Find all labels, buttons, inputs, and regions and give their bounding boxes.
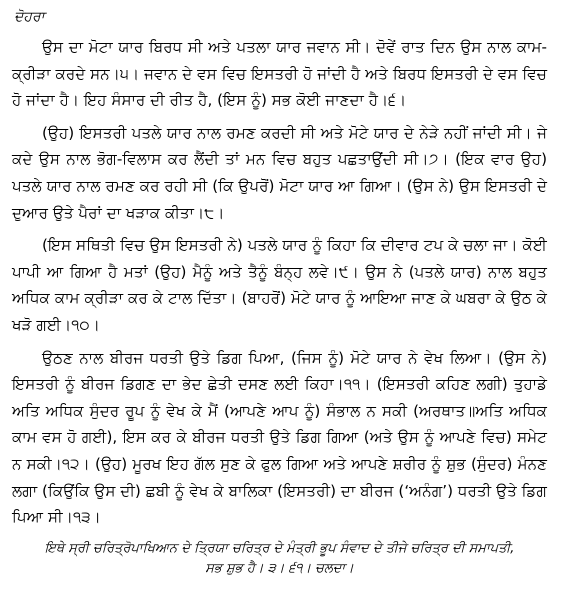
paragraph-1: ਉਸ ਦਾ ਮੋਟਾ ਯਾਰ ਬਿਰਧ ਸੀ ਅਤੇ ਪਤਲਾ ਯਾਰ ਜਵਾਨ ਸੀ। ਦੋਵੇਂ ਰਾਤ ਦਿਨ ਉਸ ਨਾਲ ਕਾਮ-ਕ੍ਰੀੜਾ ਕਰਦੇ ਸਨ।੫। ਜਵਾਨ ਦੇ ਵਸ ਵਿਚ ਇਸਤਰੀ ਹੋ ਜਾਂਦੀ ਹੈ ਅਤੇ ਬਿਰਧ ਇਸਤਰੀ ਦੇ ਵਸ ਵਿਚ ਹੋ ਜਾਂਦਾ ਹੈ। ਇਹ ਸੰਸਾਰ ਦੀ ਰੀਤ ਹੈ, (ਇਸ ਨੂੰ) ਸਭ ਕੋਈ ਜਾਣਦਾ ਹੈ।੬। — [12, 38, 547, 110]
section-heading: ਦੋਹਰਾ — [14, 9, 45, 25]
paragraph-2: (ਉਹ) ਇਸਤਰੀ ਪਤਲੇ ਯਾਰ ਨਾਲ ਰਮਣ ਕਰਦੀ ਸੀ ਅਤੇ ਮੋਟੇ ਯਾਰ ਦੇ ਨੇੜੇ ਨਹੀਂ ਜਾਂਦੀ ਸੀ। ਜੇ ਕਦੇ ਉਸ ਨਾਲ ਭੋਗ-ਵਿਲਾਸ ਕਰ ਲੈਂਦੀ ਤਾਂ ਮਨ ਵਿਚ ਬਹੁਤ ਪਛਤਾਉਂਦੀ ਸੀ।੭। (ਇਕ ਵਾਰ ਉਹ) ਪਤਲੇ ਯਾਰ ਨਾਲ ਰਮਣ ਕਰ ਰਹੀ ਸੀ (ਕਿ ਉਪਰੋਂ) ਮੋਟਾ ਯਾਰ ਆ ਗਿਆ। (ਉਸ ਨੇ) ਉਸ ਇਸਤਰੀ ਦੇ ਦੁਆਰ ਉਤੇ ਪੈਰਾਂ ਦਾ ਖੜਾਕ ਕੀਤਾ।੮। — [12, 123, 547, 222]
paragraph-4: ਉਠਣ ਨਾਲ ਬੀਰਜ ਧਰਤੀ ਉਤੇ ਡਿਗ ਪਿਆ, (ਜਿਸ ਨੂੰ) ਮੋਟੇ ਯਾਰ ਨੇ ਵੇਖ ਲਿਆ। (ਉਸ ਨੇ) ਇਸਤਰੀ ਨੂੰ ਬੀਰਜ ਡਿਗਣ ਦਾ ਭੇਦ ਛੇਤੀ ਦਸਣ ਲਈ ਕਿਹਾ।੧੧। (ਇਸਤਰੀ ਕਹਿਣ ਲਗੀ) ਤੁਹਾਡੇ ਅਤਿ ਅਧਿਕ ਸੁੰਦਰ ਰੂਪ ਨੂੰ ਵੇਖ ਕੇ ਮੈਂ (ਆਪਣੇ ਆਪ ਨੂੰ) ਸੰਭਾਲ ਨ ਸਕੀ (ਅਰਥਾਤ॥ਅਤਿ ਅਧਿਕ ਕਾਮ ਵਸ ਹੋ ਗਈ), ਇਸ ਕਰ ਕੇ ਬੀਰਜ ਧਰਤੀ ਉਤੇ ਡਿਗ ਗਿਆ (ਅਤੇ ਉਸ ਨੂੰ ਆਪਣੇ ਵਿਚ) ਸਮੇਟ ਨ ਸਕੀ।੧੨। (ਉਹ) ਮੂਰਖ ਇਹ ਗੱਲ ਸੁਣ ਕੇ ਫੁਲ ਗਿਆ ਅਤੇ ਆਪਣੇ ਸ਼ਰੀਰ ਨੂੰ ਸ਼ੁਭ (ਸੁੰਦਰ) ਮੰਨਣ ਲਗਾ (ਕਿਉਂਕਿ ਉਸ ਦੀ) ਛਬੀ ਨੂੰ ਵੇਖ ਕੇ ਬਾਲਿਕਾ (ਇਸਤਰੀ) ਦਾ ਬੀਰਜ (‘ਅਨੰਗ’) ਧਰਤੀ ਉਤੇ ਡਿਗ ਪਿਆ ਸੀ।੧੩। — [12, 348, 547, 527]
chapter-end-note: ਇਥੇ ਸ੍ਰੀ ਚਰਿਤ੍ਰੋਪਾਖਿਆਨ ਦੇ ਤ੍ਰਿਯਾ ਚਰਿਤ੍ਰ ਦੇ ਮੰਤ੍ਰੀ ਭੂਪ ਸੰਵਾਦ ਦੇ ਤੀਜੇ ਚਰਿਤ੍ਰ ਦੀ ਸਮਾਪਤੀ, ਸਭ ਸ਼ੁਭ ਹੈ। ੩। ੬੧। ਚਲਦਾ। — [44, 540, 515, 576]
paragraph-3: (ਇਸ ਸਥਿਤੀ ਵਿਚ ਉਸ ਇਸਤਰੀ ਨੇ) ਪਤਲੇ ਯਾਰ ਨੂੰ ਕਿਹਾ ਕਿ ਦੀਵਾਰ ਟਪ ਕੇ ਚਲਾ ਜਾ। ਕੋਈ ਪਾਪੀ ਆ ਗਿਆ ਹੈ ਮਤਾਂ (ਉਹ) ਮੈਨੂੰ ਅਤੇ ਤੈਨੂੰ ਬੰਨ੍ਹ ਲਵੇ।੯। ਉਸ ਨੇ (ਪਤਲੇ ਯਾਰ) ਨਾਲ ਬਹੁਤ ਅਧਿਕ ਕਾਮ ਕ੍ਰੀੜਾ ਕਰ ਕੇ ਟਾਲ ਦਿੱਤਾ। (ਬਾਹਰੋਂ) ਮੋਟੇ ਯਾਰ ਨੂੰ ਆਇਆ ਜਾਣ ਕੇ ਘਬਰਾ ਕੇ ਉਠ ਕੇ ਖੜੋ ਗਈ।੧੦। — [12, 236, 547, 334]
